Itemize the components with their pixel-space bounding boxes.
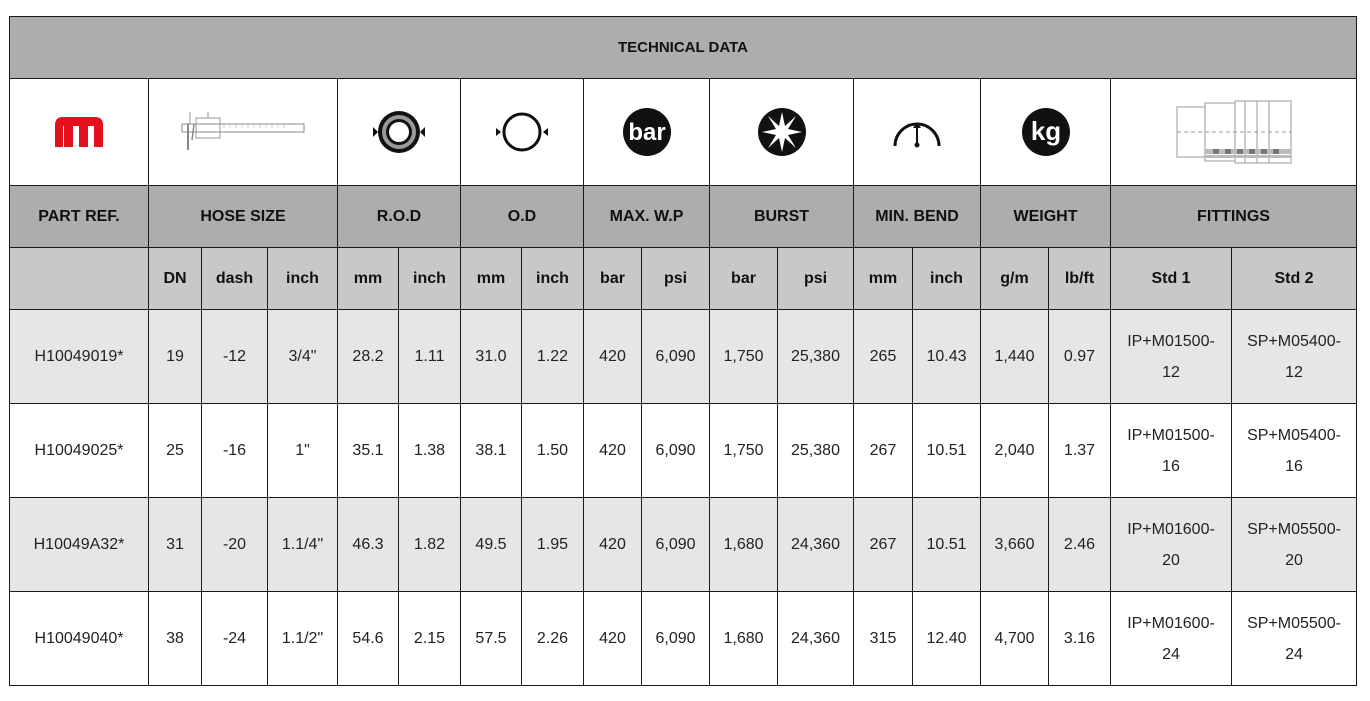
fitting-drawing-icon [1169, 97, 1299, 167]
unit-weight-lbft: lb/ft [1049, 248, 1111, 310]
cell-std1 [1111, 310, 1232, 404]
cell-inch: 3/4" [268, 310, 338, 404]
cell-wp-psi: 6,090 [642, 592, 710, 686]
table-title: TECHNICAL DATA [10, 17, 1357, 79]
unit-std1: Std 1 [1111, 248, 1232, 310]
cell-od-mm: 57.5 [461, 592, 522, 686]
technical-data-table [9, 16, 1357, 686]
cell-rod-inch: 2.15 [399, 592, 461, 686]
cell-std2 [1232, 404, 1357, 498]
cell-weight-lbft: 1.37 [1049, 404, 1111, 498]
table-row [10, 498, 1357, 592]
cell-od-inch: 1.50 [522, 404, 584, 498]
cell-wp-psi: 6,090 [642, 498, 710, 592]
header-hose-size: HOSE SIZE [149, 186, 338, 248]
cell-od-inch: 1.22 [522, 310, 584, 404]
cell-rod-inch: 1.38 [399, 404, 461, 498]
std1-line-2: 24 [1162, 645, 1180, 663]
cell-weight-lbft: 2.46 [1049, 498, 1111, 592]
cell-part-ref: H10049A32* [10, 498, 149, 592]
header-max-wp: MAX. W.P [584, 186, 710, 248]
std1-line-1: IP+M01500- [1127, 426, 1215, 444]
cell-burst-psi: 24,360 [778, 498, 854, 592]
bend-radius-icon [889, 112, 945, 152]
cell-weight-gm: 2,040 [981, 404, 1049, 498]
od-icon-cell [461, 79, 584, 186]
std2-line-2: 20 [1285, 551, 1303, 569]
std2-line-1: SP+M05500- [1247, 520, 1341, 538]
weight-icon-cell [981, 79, 1111, 186]
unit-rod-mm: mm [338, 248, 399, 310]
cell-part-ref: H10049040* [10, 592, 149, 686]
unit-od-inch: inch [522, 248, 584, 310]
cell-weight-gm: 1,440 [981, 310, 1049, 404]
cell-part-ref: H10049019* [10, 310, 149, 404]
cell-burst-psi: 25,380 [778, 404, 854, 498]
cell-bend-mm: 267 [854, 498, 913, 592]
hose-cross-section-icon [371, 108, 427, 156]
cell-rod-inch: 1.11 [399, 310, 461, 404]
header-od: O.D [461, 186, 584, 248]
header-min-bend: MIN. BEND [854, 186, 981, 248]
header-fittings: FITTINGS [1111, 186, 1357, 248]
caliper-icon [178, 110, 308, 154]
cell-wp-bar: 420 [584, 404, 642, 498]
rod-icon-cell [338, 79, 461, 186]
unit-bend-inch: inch [913, 248, 981, 310]
cell-std1 [1111, 498, 1232, 592]
bar-pressure-icon [621, 106, 673, 158]
unit-dash: dash [202, 248, 268, 310]
caliper-cell [149, 79, 338, 186]
unit-rod-inch: inch [399, 248, 461, 310]
group-header-row [10, 186, 1357, 248]
std1-line-1: IP+M01600- [1127, 614, 1215, 632]
unit-od-mm: mm [461, 248, 522, 310]
cell-od-mm: 49.5 [461, 498, 522, 592]
kg-weight-icon [1020, 106, 1072, 158]
burst-star-icon [756, 106, 808, 158]
cell-bend-inch: 12.40 [913, 592, 981, 686]
cell-burst-psi: 25,380 [778, 310, 854, 404]
unit-inch: inch [268, 248, 338, 310]
table-row [10, 592, 1357, 686]
cell-burst-bar: 1,750 [710, 310, 778, 404]
header-rod: R.O.D [338, 186, 461, 248]
unit-bend-mm: mm [854, 248, 913, 310]
cell-inch: 1.1/4" [268, 498, 338, 592]
cell-rod-mm: 46.3 [338, 498, 399, 592]
bend-icon-cell [854, 79, 981, 186]
cell-bend-inch: 10.43 [913, 310, 981, 404]
cell-od-mm: 31.0 [461, 310, 522, 404]
cell-wp-bar: 420 [584, 310, 642, 404]
std1-line-2: 16 [1162, 457, 1180, 475]
cell-dn: 38 [149, 592, 202, 686]
cell-std2 [1232, 498, 1357, 592]
std1-line-2: 12 [1162, 363, 1180, 381]
brand-logo-cell [10, 79, 149, 186]
cell-std2 [1232, 592, 1357, 686]
unit-header-row [10, 248, 1357, 310]
burst-icon-cell [710, 79, 854, 186]
cell-dash: -16 [202, 404, 268, 498]
cell-burst-psi: 24,360 [778, 592, 854, 686]
std2-line-2: 12 [1285, 363, 1303, 381]
table-row [10, 404, 1357, 498]
cell-dn: 31 [149, 498, 202, 592]
cell-od-inch: 2.26 [522, 592, 584, 686]
cell-dn: 19 [149, 310, 202, 404]
wp-icon-cell [584, 79, 710, 186]
cell-dash: -20 [202, 498, 268, 592]
header-weight: WEIGHT [981, 186, 1111, 248]
cell-burst-bar: 1,680 [710, 592, 778, 686]
outer-diameter-icon [494, 110, 550, 154]
cell-wp-psi: 6,090 [642, 404, 710, 498]
cell-inch: 1" [268, 404, 338, 498]
unit-weight-gm: g/m [981, 248, 1049, 310]
cell-rod-mm: 28.2 [338, 310, 399, 404]
unit-wp-psi: psi [642, 248, 710, 310]
cell-part-ref: H10049025* [10, 404, 149, 498]
std2-line-2: 16 [1285, 457, 1303, 475]
cell-dn: 25 [149, 404, 202, 498]
cell-weight-gm: 3,660 [981, 498, 1049, 592]
cell-rod-inch: 1.82 [399, 498, 461, 592]
cell-wp-bar: 420 [584, 592, 642, 686]
cell-std2 [1232, 310, 1357, 404]
cell-rod-mm: 54.6 [338, 592, 399, 686]
bar-icon-text: bar [627, 119, 666, 146]
cell-od-mm: 38.1 [461, 404, 522, 498]
cell-weight-lbft: 0.97 [1049, 310, 1111, 404]
unit-empty [10, 248, 149, 310]
cell-dash: -12 [202, 310, 268, 404]
header-burst: BURST [710, 186, 854, 248]
std2-line-2: 24 [1285, 645, 1303, 663]
std2-line-1: SP+M05400- [1247, 332, 1341, 350]
cell-std1 [1111, 592, 1232, 686]
std2-line-1: SP+M05400- [1247, 426, 1341, 444]
unit-burst-bar: bar [710, 248, 778, 310]
cell-burst-bar: 1,680 [710, 498, 778, 592]
std1-line-1: IP+M01500- [1127, 332, 1215, 350]
unit-dn: DN [149, 248, 202, 310]
cell-bend-inch: 10.51 [913, 404, 981, 498]
cell-bend-inch: 10.51 [913, 498, 981, 592]
unit-burst-psi: psi [778, 248, 854, 310]
cell-bend-mm: 267 [854, 404, 913, 498]
cell-bend-mm: 265 [854, 310, 913, 404]
cell-bend-mm: 315 [854, 592, 913, 686]
cell-dash: -24 [202, 592, 268, 686]
table-row [10, 310, 1357, 404]
cell-weight-lbft: 3.16 [1049, 592, 1111, 686]
std1-line-2: 20 [1162, 551, 1180, 569]
std2-line-1: SP+M05500- [1247, 614, 1341, 632]
cell-weight-gm: 4,700 [981, 592, 1049, 686]
fitting-icon-cell [1111, 79, 1357, 186]
cell-od-inch: 1.95 [522, 498, 584, 592]
unit-std2: Std 2 [1232, 248, 1357, 310]
cell-inch: 1.1/2" [268, 592, 338, 686]
cell-wp-bar: 420 [584, 498, 642, 592]
cell-wp-psi: 6,090 [642, 310, 710, 404]
cell-std1 [1111, 404, 1232, 498]
header-part-ref: PART REF. [10, 186, 149, 248]
cell-burst-bar: 1,750 [710, 404, 778, 498]
brand-logo-icon [53, 115, 105, 149]
kg-icon-text: kg [1030, 116, 1061, 146]
icon-row [10, 79, 1357, 186]
unit-wp-bar: bar [584, 248, 642, 310]
std1-line-1: IP+M01600- [1127, 520, 1215, 538]
cell-rod-mm: 35.1 [338, 404, 399, 498]
